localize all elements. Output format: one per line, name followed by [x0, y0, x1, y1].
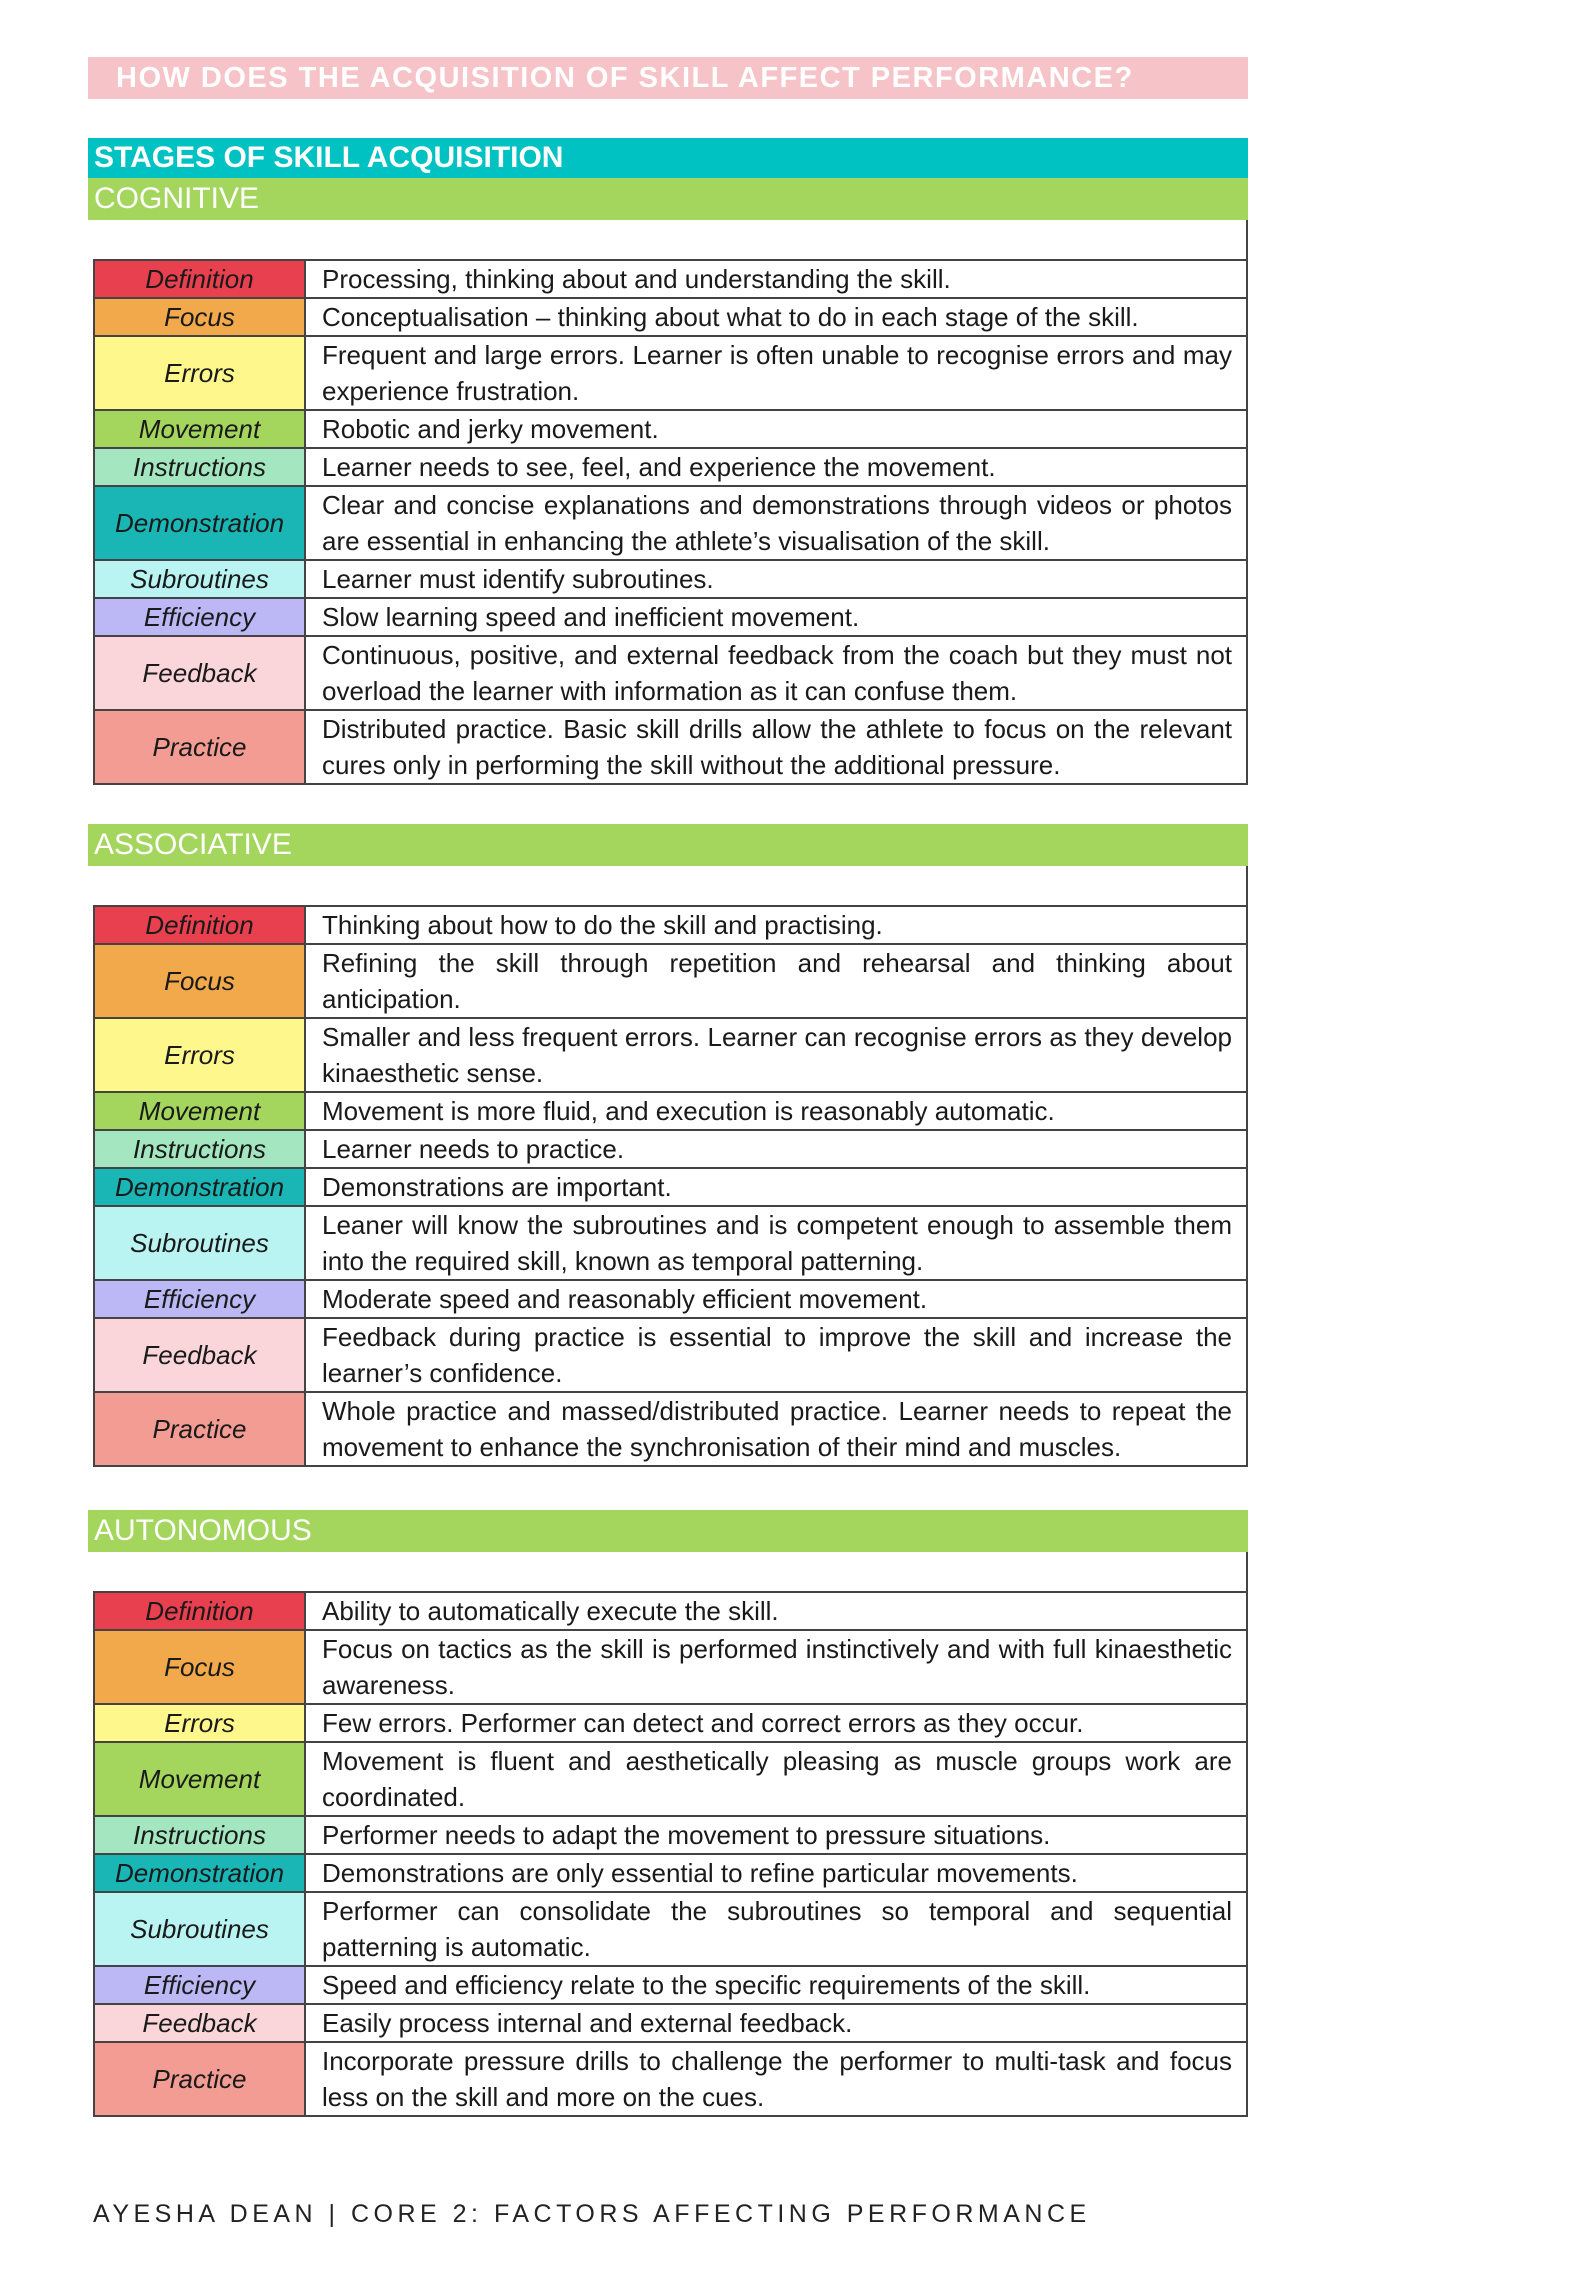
- row-value: Whole practice and massed/distributed practice. Learner needs to repeat the movement to enhance the synchronisation of their mind and muscles.: [305, 1392, 1247, 1466]
- table-row: [94, 2004, 1247, 2042]
- row-label: Focus: [94, 298, 305, 336]
- row-value: Movement is fluent and aesthetically pleasing as muscle groups work are coordinated.: [305, 1742, 1247, 1816]
- table-row: [94, 1018, 1247, 1092]
- table-row: [94, 1966, 1247, 2004]
- row-value: Demonstrations are only essential to refine particular movements.: [305, 1854, 1247, 1892]
- table-row: [94, 944, 1247, 1018]
- row-label: Feedback: [94, 1318, 305, 1392]
- row-label: Movement: [94, 410, 305, 448]
- row-label: Demonstration: [94, 1168, 305, 1206]
- row-label: Definition: [94, 1592, 305, 1630]
- stage-spacer: [88, 1552, 1248, 1592]
- row-label: Movement: [94, 1092, 305, 1130]
- row-value: Learner must identify subroutines.: [305, 560, 1247, 598]
- row-label: Subroutines: [94, 560, 305, 598]
- row-value: Clear and concise explanations and demonstrations through videos or photos are essential in enhancing the athlete’s visualisation of the skill.: [305, 486, 1247, 560]
- table-row: [94, 636, 1247, 710]
- table-row: [94, 410, 1247, 448]
- stage-heading-associative: ASSOCIATIVE: [88, 824, 1248, 866]
- row-value: Moderate speed and reasonably efficient movement.: [305, 1280, 1247, 1318]
- table-row: [94, 1592, 1247, 1630]
- table-row: [94, 2042, 1247, 2116]
- row-label: Feedback: [94, 636, 305, 710]
- row-label: Feedback: [94, 2004, 305, 2042]
- table-row: [94, 1816, 1247, 1854]
- table-row: [94, 336, 1247, 410]
- row-value: Processing, thinking about and understanding the skill.: [305, 260, 1247, 298]
- table-row: [94, 1092, 1247, 1130]
- table-row: [94, 486, 1247, 560]
- row-value: Feedback during practice is essential to improve the skill and increase the learner’s confidence.: [305, 1318, 1247, 1392]
- table-row: [94, 598, 1247, 636]
- row-label: Instructions: [94, 448, 305, 486]
- table-row: [94, 1168, 1247, 1206]
- table-row: [94, 710, 1247, 784]
- row-value: Leaner will know the subroutines and is competent enough to assemble them into the required skill, known as temporal patterning.: [305, 1206, 1247, 1280]
- page-footer: AYESHA DEAN | CORE 2: FACTORS AFFECTING PERFORMANCE: [93, 2200, 1091, 2228]
- row-value: Slow learning speed and inefficient movement.: [305, 598, 1247, 636]
- row-value: Thinking about how to do the skill and practising.: [305, 906, 1247, 944]
- row-value: Learner needs to practice.: [305, 1130, 1247, 1168]
- row-label: Definition: [94, 906, 305, 944]
- row-value: Learner needs to see, feel, and experience the movement.: [305, 448, 1247, 486]
- row-label: Practice: [94, 710, 305, 784]
- row-label: Practice: [94, 2042, 305, 2116]
- stage-heading-cognitive: COGNITIVE: [88, 178, 1248, 220]
- row-label: Errors: [94, 1704, 305, 1742]
- row-label: Subroutines: [94, 1206, 305, 1280]
- row-label: Focus: [94, 944, 305, 1018]
- table-row: [94, 1704, 1247, 1742]
- table-row: [94, 1892, 1247, 1966]
- row-value: Demonstrations are important.: [305, 1168, 1247, 1206]
- row-value: Few errors. Performer can detect and correct errors as they occur.: [305, 1704, 1247, 1742]
- row-value: Smaller and less frequent errors. Learner can recognise errors as they develop kinaesthetic sense.: [305, 1018, 1247, 1092]
- row-label: Instructions: [94, 1130, 305, 1168]
- row-label: Demonstration: [94, 486, 305, 560]
- row-label: Instructions: [94, 1816, 305, 1854]
- table-row: [94, 1742, 1247, 1816]
- page-title: HOW DOES THE ACQUISITION OF SKILL AFFECT PERFORMANCE?: [88, 57, 1248, 99]
- stage-table-autonomous: [93, 1591, 1248, 2117]
- table-row: [94, 1854, 1247, 1892]
- row-label: Movement: [94, 1742, 305, 1816]
- table-row: [94, 260, 1247, 298]
- row-label: Efficiency: [94, 598, 305, 636]
- row-value: Robotic and jerky movement.: [305, 410, 1247, 448]
- table-row: [94, 560, 1247, 598]
- table-row: [94, 906, 1247, 944]
- row-value: Movement is more fluid, and execution is reasonably automatic.: [305, 1092, 1247, 1130]
- row-label: Practice: [94, 1392, 305, 1466]
- table-row: [94, 298, 1247, 336]
- stage-heading-autonomous: AUTONOMOUS: [88, 1510, 1248, 1552]
- table-row: [94, 1318, 1247, 1392]
- row-label: Focus: [94, 1630, 305, 1704]
- row-value: Easily process internal and external feedback.: [305, 2004, 1247, 2042]
- stage-table-associative: [93, 905, 1248, 1467]
- table-row: [94, 448, 1247, 486]
- row-value: Incorporate pressure drills to challenge the performer to multi-task and focus less on the skill and more on the cues.: [305, 2042, 1247, 2116]
- row-value: Focus on tactics as the skill is performed instinctively and with full kinaesthetic awareness.: [305, 1630, 1247, 1704]
- row-value: Distributed practice. Basic skill drills allow the athlete to focus on the relevant cures only in performing the skill without the additional pressure.: [305, 710, 1247, 784]
- row-value: Performer needs to adapt the movement to pressure situations.: [305, 1816, 1247, 1854]
- row-value: Frequent and large errors. Learner is often unable to recognise errors and may experience frustration.: [305, 336, 1247, 410]
- row-label: Demonstration: [94, 1854, 305, 1892]
- row-label: Definition: [94, 260, 305, 298]
- row-label: Efficiency: [94, 1966, 305, 2004]
- row-value: Refining the skill through repetition and rehearsal and thinking about anticipation.: [305, 944, 1247, 1018]
- row-value: Performer can consolidate the subroutines so temporal and sequential patterning is automatic.: [305, 1892, 1247, 1966]
- row-value: Conceptualisation – thinking about what to do in each stage of the skill.: [305, 298, 1247, 336]
- table-row: [94, 1280, 1247, 1318]
- table-row: [94, 1392, 1247, 1466]
- table-row: [94, 1130, 1247, 1168]
- row-label: Errors: [94, 1018, 305, 1092]
- row-value: Speed and efficiency relate to the specific requirements of the skill.: [305, 1966, 1247, 2004]
- table-row: [94, 1206, 1247, 1280]
- stage-spacer: [88, 866, 1248, 906]
- section-heading: STAGES OF SKILL ACQUISITION: [88, 138, 1248, 178]
- row-label: Errors: [94, 336, 305, 410]
- stage-spacer: [88, 220, 1248, 260]
- row-value: Continuous, positive, and external feedback from the coach but they must not overload the learner with information as it can confuse them.: [305, 636, 1247, 710]
- row-label: Efficiency: [94, 1280, 305, 1318]
- row-label: Subroutines: [94, 1892, 305, 1966]
- row-value: Ability to automatically execute the skill.: [305, 1592, 1247, 1630]
- stage-table-cognitive: [93, 259, 1248, 785]
- table-row: [94, 1630, 1247, 1704]
